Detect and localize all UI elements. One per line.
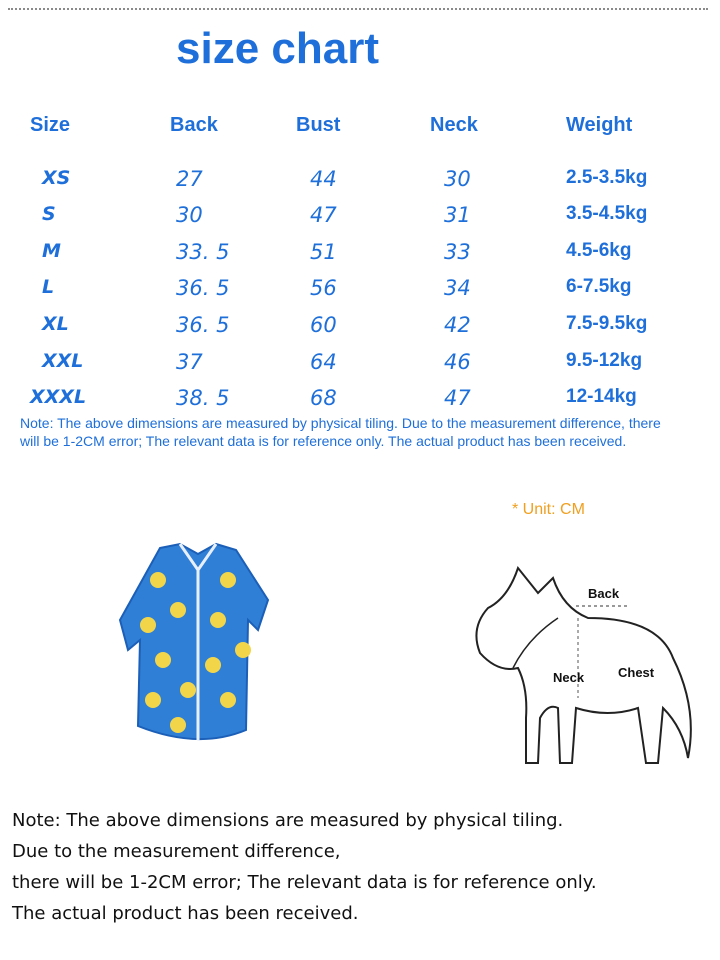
unit-label: * Unit: CM (512, 501, 585, 518)
diagram-chest-label: Chest (618, 665, 655, 680)
cell-neck: 30 (444, 167, 471, 191)
header-back: Back (170, 114, 218, 136)
cell-neck: 47 (444, 386, 471, 410)
cell-neck: 34 (444, 276, 471, 300)
header-neck: Neck (430, 114, 478, 136)
cell-weight: 2.5-3.5kg (566, 167, 648, 188)
note-line: Note: The above dimensions are measured by physical tiling. (12, 810, 564, 831)
cell-weight: 6-7.5kg (566, 276, 632, 297)
cell-bust: 56 (310, 276, 337, 300)
page-title: size chart (176, 24, 379, 73)
header-bust: Bust (296, 114, 341, 136)
cell-weight: 3.5-4.5kg (566, 203, 648, 224)
cell-size: M (42, 240, 61, 262)
dog-measurement-diagram (468, 558, 698, 768)
dotted-border (8, 8, 708, 18)
cell-size: XXXL (30, 386, 87, 408)
dog-outline-icon (468, 558, 698, 768)
cell-neck: 33 (444, 240, 471, 264)
header-weight: Weight (566, 114, 633, 136)
cell-weight: 9.5-12kg (566, 350, 643, 371)
cell-back: 33. 5 (176, 240, 230, 264)
cell-neck: 31 (444, 203, 471, 227)
cell-neck: 42 (444, 313, 471, 337)
note-line: there will be 1-2CM error; The relevant data is for reference only. (12, 872, 597, 893)
header-size: Size (30, 114, 71, 136)
cell-back: 36. 5 (176, 313, 230, 337)
note-line: The actual product has been received. (12, 903, 359, 924)
diagram-neck-label: Neck (553, 670, 585, 685)
cell-bust: 44 (310, 167, 337, 191)
cell-bust: 64 (310, 350, 337, 374)
cell-back: 37 (176, 350, 203, 374)
duck-shirt-image (118, 540, 278, 750)
cell-weight: 12-14kg (566, 386, 637, 407)
diagram-back-label: Back (588, 586, 620, 601)
cell-back: 38. 5 (176, 386, 230, 410)
cell-back: 30 (176, 203, 203, 227)
cell-neck: 46 (444, 350, 471, 374)
cell-weight: 4.5-6kg (566, 240, 632, 261)
measurement-note-small: Note: The above dimensions are measured by physical tiling. Due to the measurement difference, there will be 1-2CM error; The relevant data is for reference only. The actual product has been received. (20, 415, 661, 449)
cell-bust: 60 (310, 313, 337, 337)
cell-weight: 7.5-9.5kg (566, 313, 648, 334)
cell-size: L (42, 276, 55, 298)
measurement-note-large (12, 805, 702, 929)
note-line: Due to the measurement difference, (12, 841, 341, 862)
cell-size: XXL (42, 350, 84, 372)
cell-bust: 47 (310, 203, 337, 227)
cell-bust: 68 (310, 386, 337, 410)
cell-size: S (42, 203, 56, 225)
cell-size: XL (42, 313, 69, 335)
cell-back: 27 (176, 167, 203, 191)
cell-back: 36. 5 (176, 276, 230, 300)
cell-size: XS (42, 167, 71, 189)
cell-bust: 51 (310, 240, 337, 264)
